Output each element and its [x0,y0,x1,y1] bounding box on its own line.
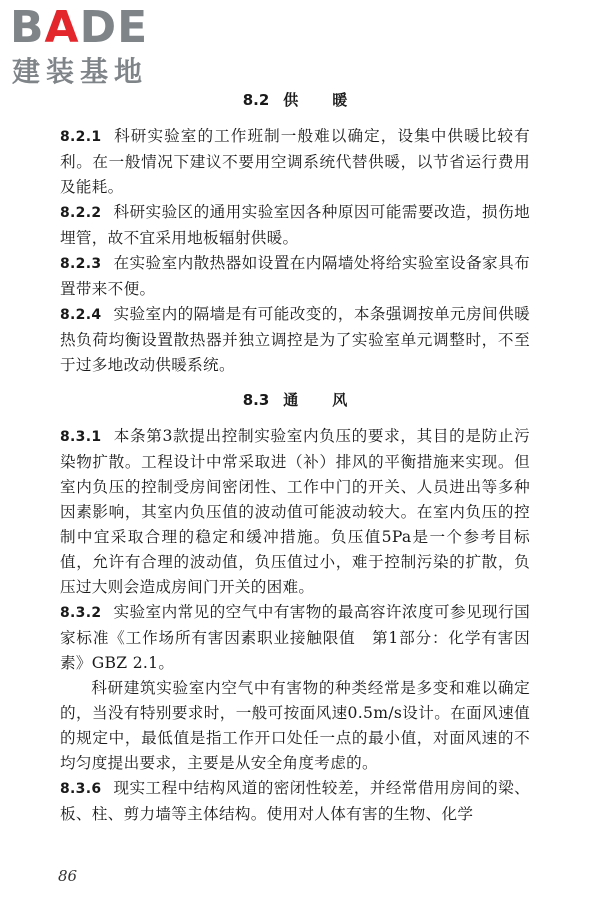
clause-text: 实验室内常见的空气中有害物的最高容许浓度可参见现行国家标准《工作场所有害因素职业接触限值 第1部分：化学有害因素》GBZ 2.1。 [60,603,530,672]
clause-8-3-1 [60,424,530,600]
page-number: 86 [58,867,78,885]
section-heading-8-3 [60,388,530,412]
clause-8-3-6 [60,776,530,827]
document-body [60,88,530,827]
clause-number: 8.2.4 [60,307,102,323]
logo-letter-a: A [44,2,80,53]
clause-text: 实验室内的隔墙是有可能改变的，本条强调按单元房间供暖热负荷均衡设置散热器并独立调控是为了实验室单元调整时，不至于过多地改动供暖系统。 [60,305,530,374]
clause-8-2-1 [60,124,530,200]
clause-number: 8.3.1 [60,429,102,445]
clause-8-3-2 [60,600,530,676]
bade-logo [10,4,180,94]
logo-subtitle: 建装基地 [12,55,149,88]
clause-text: 在实验室内散热器如设置在内隔墙处将给实验室设备家具布置带来不便。 [60,254,530,298]
clause-8-3-continuation [60,676,530,776]
clause-text: 科研建筑实验室内空气中有害物的种类经常是多变和难以确定的，当没有特别要求时，一般可按面风速0.5m/s设计。在面风速值的规定中，最低值是指工作开口处任一点的最小值，对面风速的不均匀度提出要求，主要是从安全角度考虑的。 [60,679,530,772]
clause-text: 科研实验室的工作班制一般难以确定，设集中供暖比较有利。在一般情况下建议不要用空调系统代替供暖，以节省运行费用及能耗。 [60,127,530,196]
section-number: 8.3 [242,391,270,409]
clause-number: 8.2.2 [60,205,102,221]
section-title-char: 风 [332,391,348,409]
clause-number: 8.3.6 [60,781,102,797]
section-title-char: 供 [283,91,333,109]
clause-number: 8.2.1 [60,129,102,145]
clause-text: 本条第3款提出控制实验室内负压的要求，其目的是防止污染物扩散。工程设计中常采取进（补）排风的平衡措施来实现。但室内负压的控制受房间密闭性、工作中门的开关、人员进出等多种因素影响，其室内负压值的波动值可能波动较大。在室内负压的控制中宜采取合理的稳定和缓冲措施。负压值5Pa是一个参考目标值，允许有合理的波动值，负压值过小，难于控制污染的扩散，负压过大则会造成房间门开关的困难。 [60,427,530,596]
logo-letters-de: DE [79,2,149,53]
clause-8-2-3 [60,251,530,302]
section-heading-8-2 [60,88,530,112]
clause-text: 现实工程中结构风道的密闭性较差，并经常借用房间的梁、板、柱、剪力墙等主体结构。使用对人体有害的生物、化学 [60,779,530,823]
logo-wordmark [10,4,148,52]
section-number: 8.2 [242,91,270,109]
clause-8-2-4 [60,302,530,378]
clause-text: 科研实验区的通用实验室因各种原因可能需要改造，损伤地埋管，故不宜采用地板辐射供暖。 [60,203,530,247]
logo-letter-b: B [10,2,45,53]
clause-number: 8.3.2 [60,605,102,621]
section-title-char: 暖 [332,91,348,109]
clause-8-2-2 [60,200,530,251]
section-title-char: 通 [283,391,333,409]
clause-number: 8.2.3 [60,256,102,272]
